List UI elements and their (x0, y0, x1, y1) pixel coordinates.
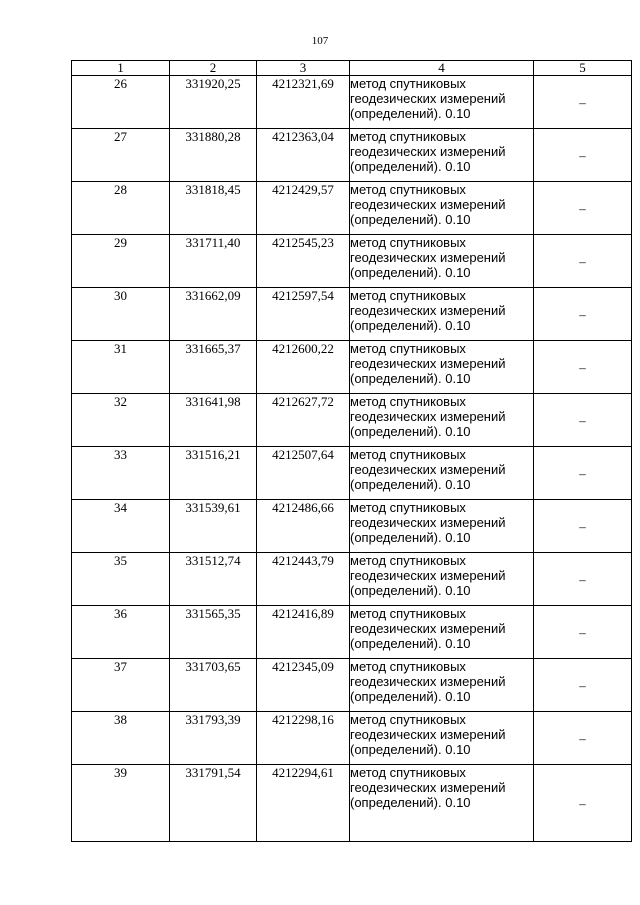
y-coordinate-cell: 4212597,54 (257, 288, 350, 341)
y-coordinate-cell: 4212363,04 (257, 129, 350, 182)
method-line-2: геодезических измерений (350, 409, 506, 424)
method-line-2: геодезических измерений (350, 674, 506, 689)
page-number: 107 (311, 35, 329, 47)
method-line-3: (определений). 0.10 (350, 742, 471, 757)
table-row (72, 129, 632, 182)
table-row (72, 553, 632, 606)
method-cell (350, 76, 534, 129)
x-coordinate-cell: 331565,35 (170, 606, 257, 659)
method-cell (350, 500, 534, 553)
point-number-cell: 34 (72, 500, 170, 553)
method-cell (350, 182, 534, 235)
table-row (72, 235, 632, 288)
method-line-1: метод спутниковых (350, 235, 466, 250)
method-line-2: геодезических измерений (350, 621, 506, 636)
x-coordinate-cell: 331539,61 (170, 500, 257, 553)
method-cell (350, 447, 534, 500)
x-coordinate-cell: 331791,54 (170, 765, 257, 842)
table-row (72, 712, 632, 765)
note-cell: – (534, 129, 632, 182)
method-cell (350, 553, 534, 606)
header-row (72, 61, 632, 76)
y-coordinate-cell: 4212294,61 (257, 765, 350, 842)
point-number-cell: 37 (72, 659, 170, 712)
method-line-2: геодезических измерений (350, 144, 506, 159)
header-col-4: 4 (350, 61, 534, 76)
y-coordinate-cell: 4212627,72 (257, 394, 350, 447)
method-cell (350, 394, 534, 447)
method-line-1: метод спутниковых (350, 712, 466, 727)
method-line-1: метод спутниковых (350, 341, 466, 356)
point-number-cell: 38 (72, 712, 170, 765)
x-coordinate-cell: 331516,21 (170, 447, 257, 500)
x-coordinate-cell: 331512,74 (170, 553, 257, 606)
method-cell (350, 235, 534, 288)
method-cell (350, 288, 534, 341)
coordinates-table (71, 60, 632, 842)
method-line-2: геодезических измерений (350, 727, 506, 742)
point-number-cell: 27 (72, 129, 170, 182)
method-line-3: (определений). 0.10 (350, 583, 471, 598)
method-line-1: метод спутниковых (350, 182, 466, 197)
method-line-1: метод спутниковых (350, 553, 466, 568)
method-line-2: геодезических измерений (350, 356, 506, 371)
method-line-3: (определений). 0.10 (350, 318, 471, 333)
y-coordinate-cell: 4212416,89 (257, 606, 350, 659)
method-line-3: (определений). 0.10 (350, 265, 471, 280)
point-number-cell: 26 (72, 76, 170, 129)
method-line-2: геодезических измерений (350, 515, 506, 530)
point-number-cell: 39 (72, 765, 170, 842)
y-coordinate-cell: 4212507,64 (257, 447, 350, 500)
point-number-cell: 32 (72, 394, 170, 447)
point-number-cell: 36 (72, 606, 170, 659)
note-cell: – (534, 235, 632, 288)
header-col-1: 1 (72, 61, 170, 76)
table-row (72, 182, 632, 235)
method-line-2: геодезических измерений (350, 250, 506, 265)
method-line-2: геодезических измерений (350, 568, 506, 583)
method-line-1: метод спутниковых (350, 606, 466, 621)
y-coordinate-cell: 4212486,66 (257, 500, 350, 553)
note-cell: – (534, 182, 632, 235)
table-row (72, 765, 632, 842)
method-line-1: метод спутниковых (350, 76, 466, 91)
method-line-2: геодезических измерений (350, 780, 506, 795)
method-line-3: (определений). 0.10 (350, 689, 471, 704)
method-line-1: метод спутниковых (350, 447, 466, 462)
x-coordinate-cell: 331703,65 (170, 659, 257, 712)
method-cell (350, 765, 534, 842)
point-number-cell: 35 (72, 553, 170, 606)
method-line-2: геодезических измерений (350, 303, 506, 318)
table-row (72, 447, 632, 500)
point-number-cell: 28 (72, 182, 170, 235)
method-line-3: (определений). 0.10 (350, 424, 471, 439)
y-coordinate-cell: 4212429,57 (257, 182, 350, 235)
y-coordinate-cell: 4212298,16 (257, 712, 350, 765)
method-cell (350, 129, 534, 182)
table-row (72, 288, 632, 341)
x-coordinate-cell: 331662,09 (170, 288, 257, 341)
method-line-2: геодезических измерений (350, 91, 506, 106)
note-cell: – (534, 765, 632, 842)
note-cell: – (534, 553, 632, 606)
method-line-3: (определений). 0.10 (350, 106, 471, 121)
y-coordinate-cell: 4212545,23 (257, 235, 350, 288)
header-col-2: 2 (170, 61, 257, 76)
y-coordinate-cell: 4212345,09 (257, 659, 350, 712)
x-coordinate-cell: 331641,98 (170, 394, 257, 447)
note-cell: – (534, 712, 632, 765)
method-line-3: (определений). 0.10 (350, 636, 471, 651)
table-row (72, 394, 632, 447)
method-line-2: геодезических измерений (350, 462, 506, 477)
method-line-3: (определений). 0.10 (350, 212, 471, 227)
point-number-cell: 33 (72, 447, 170, 500)
method-line-1: метод спутниковых (350, 765, 466, 780)
point-number-cell: 30 (72, 288, 170, 341)
method-line-3: (определений). 0.10 (350, 530, 471, 545)
note-cell: – (534, 500, 632, 553)
method-line-3: (определений). 0.10 (350, 795, 471, 810)
table-row (72, 659, 632, 712)
header-col-5: 5 (534, 61, 632, 76)
table-row (72, 76, 632, 129)
x-coordinate-cell: 331793,39 (170, 712, 257, 765)
table-body (72, 76, 632, 842)
table-header (72, 61, 632, 76)
note-cell: – (534, 288, 632, 341)
method-cell (350, 659, 534, 712)
y-coordinate-cell: 4212321,69 (257, 76, 350, 129)
method-line-3: (определений). 0.10 (350, 477, 471, 492)
header-col-3: 3 (257, 61, 350, 76)
method-line-3: (определений). 0.10 (350, 371, 471, 386)
x-coordinate-cell: 331665,37 (170, 341, 257, 394)
x-coordinate-cell: 331711,40 (170, 235, 257, 288)
y-coordinate-cell: 4212443,79 (257, 553, 350, 606)
point-number-cell: 29 (72, 235, 170, 288)
x-coordinate-cell: 331880,28 (170, 129, 257, 182)
y-coordinate-cell: 4212600,22 (257, 341, 350, 394)
method-cell (350, 606, 534, 659)
method-cell (350, 712, 534, 765)
note-cell: – (534, 341, 632, 394)
note-cell: – (534, 659, 632, 712)
note-cell: – (534, 394, 632, 447)
method-line-1: метод спутниковых (350, 394, 466, 409)
note-cell: – (534, 606, 632, 659)
table-row (72, 341, 632, 394)
note-cell: – (534, 447, 632, 500)
x-coordinate-cell: 331818,45 (170, 182, 257, 235)
note-cell: – (534, 76, 632, 129)
method-line-1: метод спутниковых (350, 659, 466, 674)
table-row (72, 500, 632, 553)
method-line-2: геодезических измерений (350, 197, 506, 212)
x-coordinate-cell: 331920,25 (170, 76, 257, 129)
method-line-1: метод спутниковых (350, 129, 466, 144)
method-line-3: (определений). 0.10 (350, 159, 471, 174)
method-cell (350, 341, 534, 394)
point-number-cell: 31 (72, 341, 170, 394)
method-line-1: метод спутниковых (350, 500, 466, 515)
method-line-1: метод спутниковых (350, 288, 466, 303)
table-row (72, 606, 632, 659)
